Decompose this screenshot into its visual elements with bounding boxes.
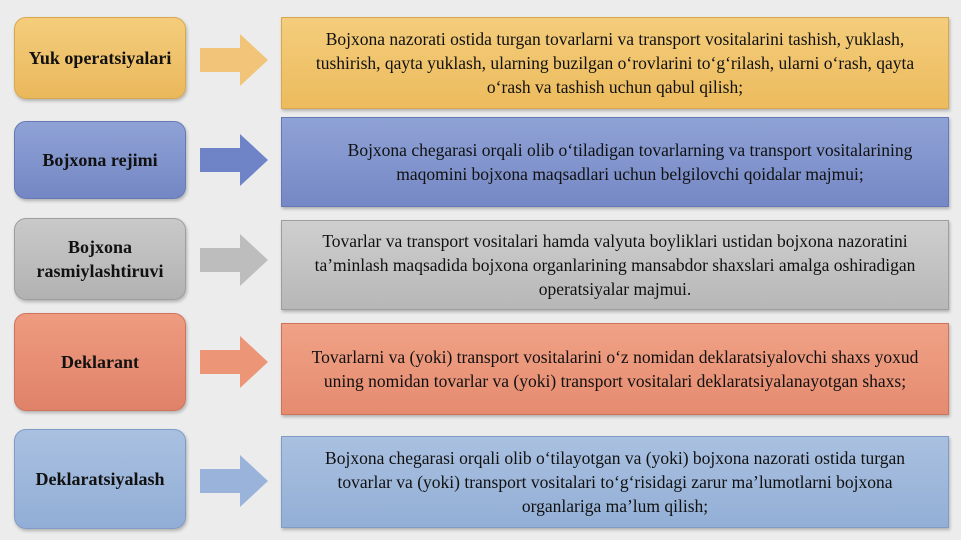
term-box-deklaratsiyalash [14, 429, 186, 529]
term-label: Yuk operatsiyalari [28, 48, 172, 68]
definition-text: Bojxona chegarasi orqali olib o‘tiladigan tovarlarning va transport vositalarining maqomini bojxona maqsadlari uchun belgilovchi qoidalar majmui; [347, 140, 913, 184]
definition-box-deklarant [281, 323, 949, 415]
definition-text: Tovarlarni va (yoki) transport vositalarini o‘z nomidan deklaratsiyalovchi shaxs yoxud uning nomidan tovarlar va (yoki) transport vositalari deklaratsiyalanayotgan shaxs; [311, 347, 919, 391]
term-box-deklarant [14, 313, 186, 411]
term-label: Bojxona rejimi [42, 150, 158, 170]
term-label: Deklarant [61, 352, 139, 372]
arrow-icon [200, 34, 268, 86]
definition-box-bojxona-rejimi [281, 117, 949, 207]
definition-text: Bojxona chegarasi orqali olib o‘tilayotgan va (yoki) bojxona nazorati ostida turgan tovarlar va (yoki) transport vositalari to‘g‘risidagi zarur ma’lumotlarni bojxona organlariga ma’lum qilish; [325, 448, 905, 516]
term-label: Bojxona rasmiylashtiruvi [36, 237, 164, 281]
term-box-yuk-operatsiyalari [14, 17, 186, 99]
arrow-icon [200, 134, 268, 186]
term-box-bojxona-rasmiylashtiruvi [14, 218, 186, 300]
arrow-icon [200, 234, 268, 286]
arrow-icon [200, 336, 268, 388]
definition-text: Bojxona nazorati ostida turgan tovarlarni va transport vositalarini tashish, yuklash, tushirish, qayta yuklash, ularning buzilgan o‘rovlarini to‘g‘rilash, ularni o‘rash, qayta o‘rash va tashish uchun qabul qilish; [315, 29, 915, 97]
arrow-icon [200, 455, 268, 507]
definition-box-yuk-operatsiyalari [281, 17, 949, 109]
definition-box-deklaratsiyalash [281, 436, 949, 528]
term-label: Deklaratsiyalash [35, 469, 165, 489]
term-box-bojxona-rejimi [14, 121, 186, 199]
definition-box-bojxona-rasmiylashtiruvi [281, 220, 949, 310]
definition-text: Tovarlar va transport vositalari hamda valyuta boyliklari ustidan bojxona nazoratini ta’minlash maqsadida bojxona organlarining mansabdor shaxslari amalga oshiradigan operatsiyalar majmui. [314, 231, 916, 299]
